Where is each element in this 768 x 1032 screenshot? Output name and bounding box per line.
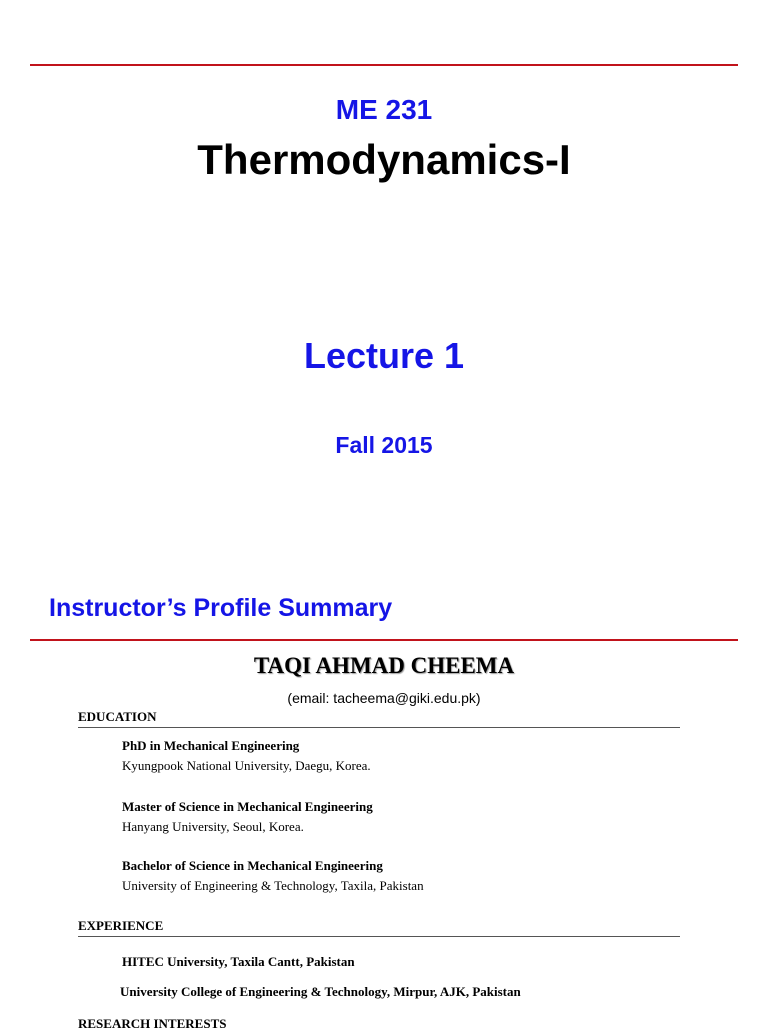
course-code: ME 231 <box>335 94 433 125</box>
education-entry <box>122 736 371 776</box>
institution-name: Kyungpook National University, Daegu, Korea. <box>122 758 371 773</box>
research-section-heading: RESEARCH INTERESTS <box>78 1016 227 1031</box>
instructor-email: (email: tacheema@giki.edu.pk) <box>287 690 481 706</box>
experience-section-heading: EXPERIENCE <box>78 918 680 937</box>
institution-name: Hanyang University, Seoul, Korea. <box>122 819 304 834</box>
degree-title: Master of Science in Mechanical Engineering <box>122 799 373 814</box>
education-entry <box>122 797 373 837</box>
semester-label: Fall 2015 <box>335 432 433 458</box>
profile-slide-heading: Instructor’s Profile Summary <box>49 594 393 622</box>
education-entry <box>122 856 424 896</box>
course-title: Thermodynamics-I <box>197 136 571 183</box>
profile-slide-rule <box>30 639 738 641</box>
instructor-name: TAQI AHMAD CHEEMA <box>253 653 515 678</box>
experience-entry: HITEC University, Taxila Cantt, Pakistan <box>122 954 355 969</box>
degree-title: Bachelor of Science in Mechanical Engineering <box>122 858 383 873</box>
degree-title: PhD in Mechanical Engineering <box>122 738 300 753</box>
lecture-title: Lecture 1 <box>303 335 465 376</box>
experience-entry: University College of Engineering & Technology, Mirpur, AJK, Pakistan <box>120 984 521 999</box>
institution-name: University of Engineering & Technology, Taxila, Pakistan <box>122 878 424 893</box>
education-section-heading: EDUCATION <box>78 709 680 728</box>
title-slide-top-rule <box>30 64 738 66</box>
